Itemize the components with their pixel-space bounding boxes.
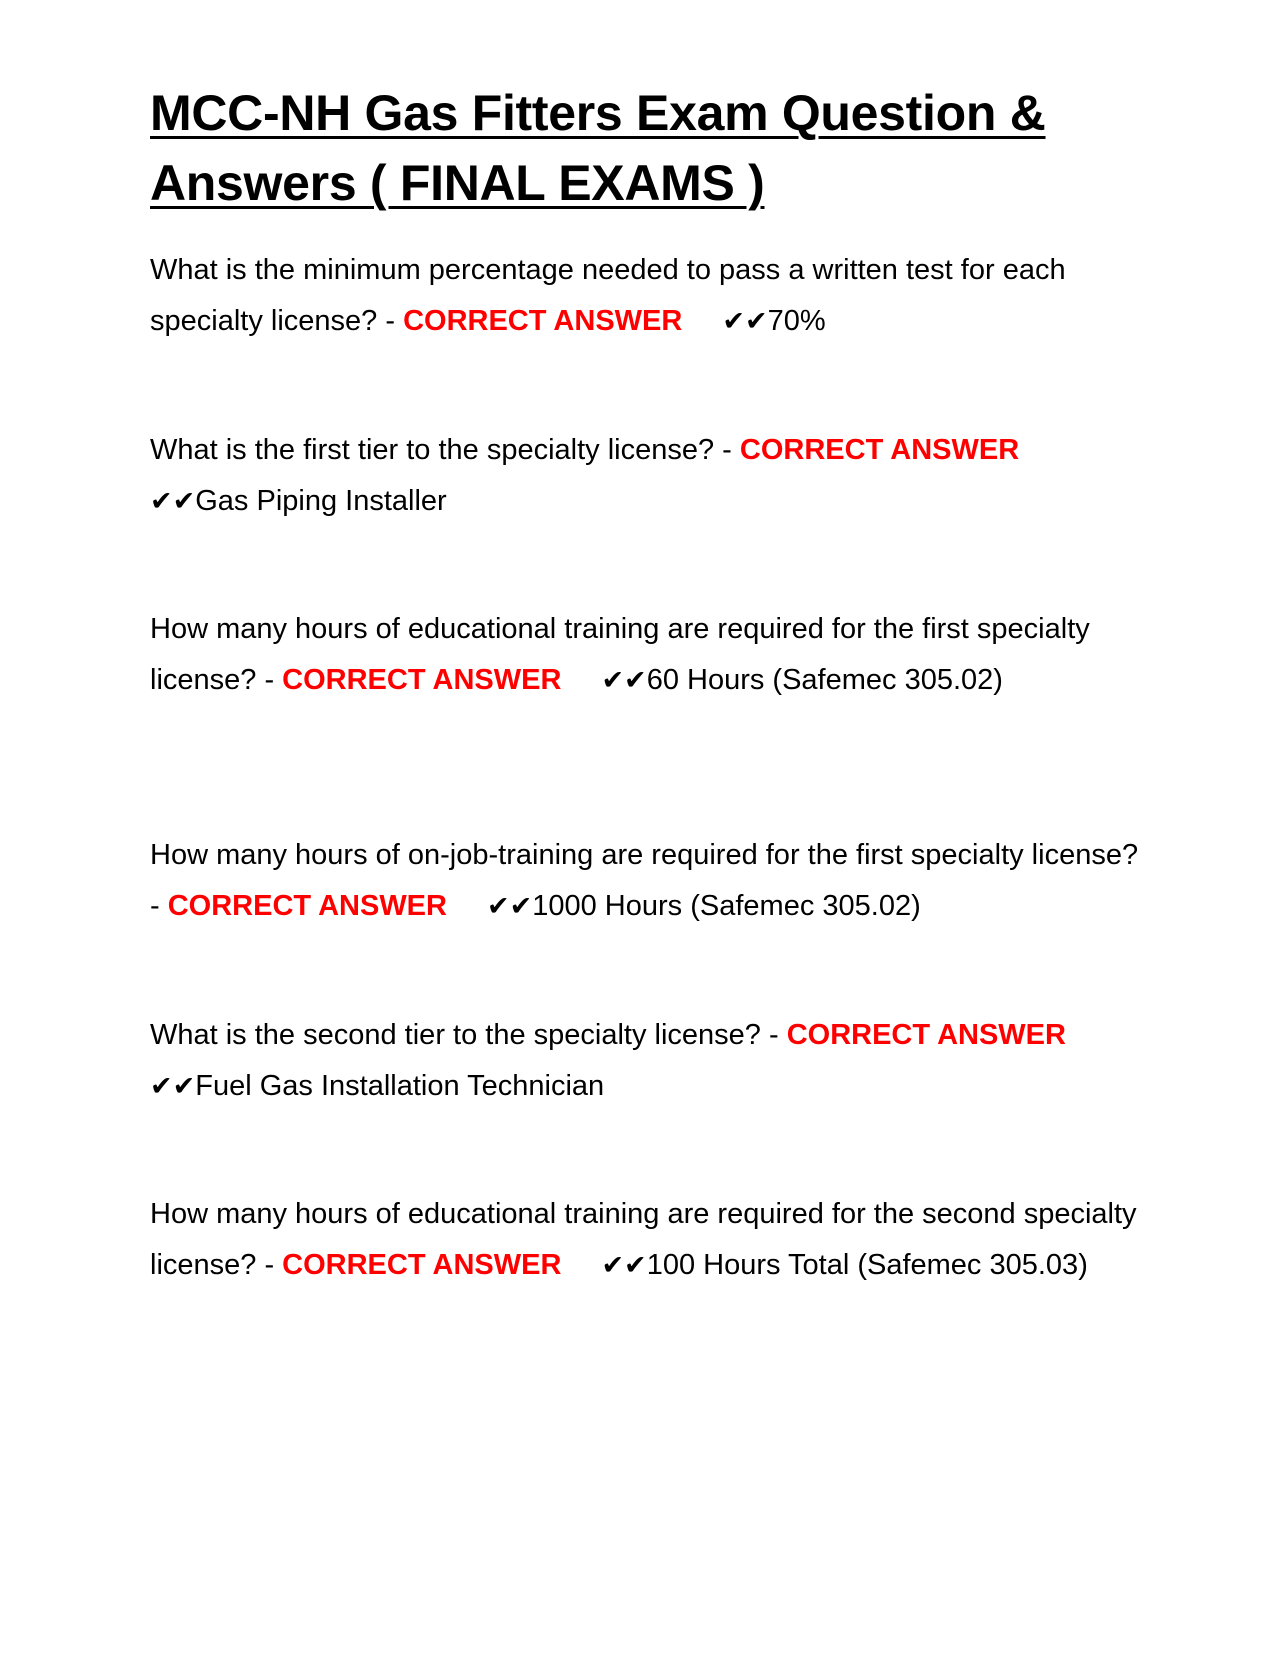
question-text: What is the second tier to the specialty license? - [150,1019,787,1051]
document-title: MCC-NH Gas Fitters Exam Question & Answers ( FINAL EXAMS ) [150,85,1046,211]
qa-item [150,245,1150,347]
answer-text: 1000 Hours (Safemec 305.02) [532,890,921,922]
correct-answer-label: CORRECT ANSWER [739,434,1020,466]
correct-answer-label: CORRECT ANSWER [282,1249,562,1281]
qa-item [150,425,1150,527]
correct-answer-label: CORRECT ANSWER [282,664,562,696]
check-marks-icon: ✔✔ [150,1071,196,1102]
correct-answer-label: CORRECT ANSWER [403,305,683,337]
answer-text: Gas Piping Installer [195,485,447,517]
answer-text: Fuel Gas Installation Technician [195,1070,605,1102]
qa-item [150,1010,1150,1112]
question-text: How many hours of educational training are required for the second specialty license? - [150,1198,1137,1281]
qa-item [150,1189,1150,1291]
correct-answer-label: CORRECT ANSWER [167,890,447,922]
check-marks-icon: ✔✔ [722,306,768,337]
check-marks-icon: ✔✔ [150,486,196,517]
question-text: How many hours of on-job-training are required for the first specialty license? - [150,839,1139,922]
question-text: What is the minimum percentage needed to pass a written test for each specialty license? - [150,254,1066,337]
correct-answer-label: CORRECT ANSWER [786,1019,1066,1051]
question-text: What is the first tier to the specialty license? - [150,434,740,466]
question-text: How many hours of educational training are required for the first specialty license? - [150,613,1090,696]
check-marks-icon: ✔✔ [486,891,533,922]
answer-text: 100 Hours Total (Safemec 305.03) [646,1249,1088,1281]
qa-item [150,830,1150,932]
check-marks-icon: ✔✔ [601,665,647,696]
check-marks-icon: ✔✔ [601,1250,647,1281]
answer-text: 60 Hours (Safemec 305.02) [646,664,1003,696]
answer-text: 70% [767,305,826,337]
qa-item [150,604,1150,706]
